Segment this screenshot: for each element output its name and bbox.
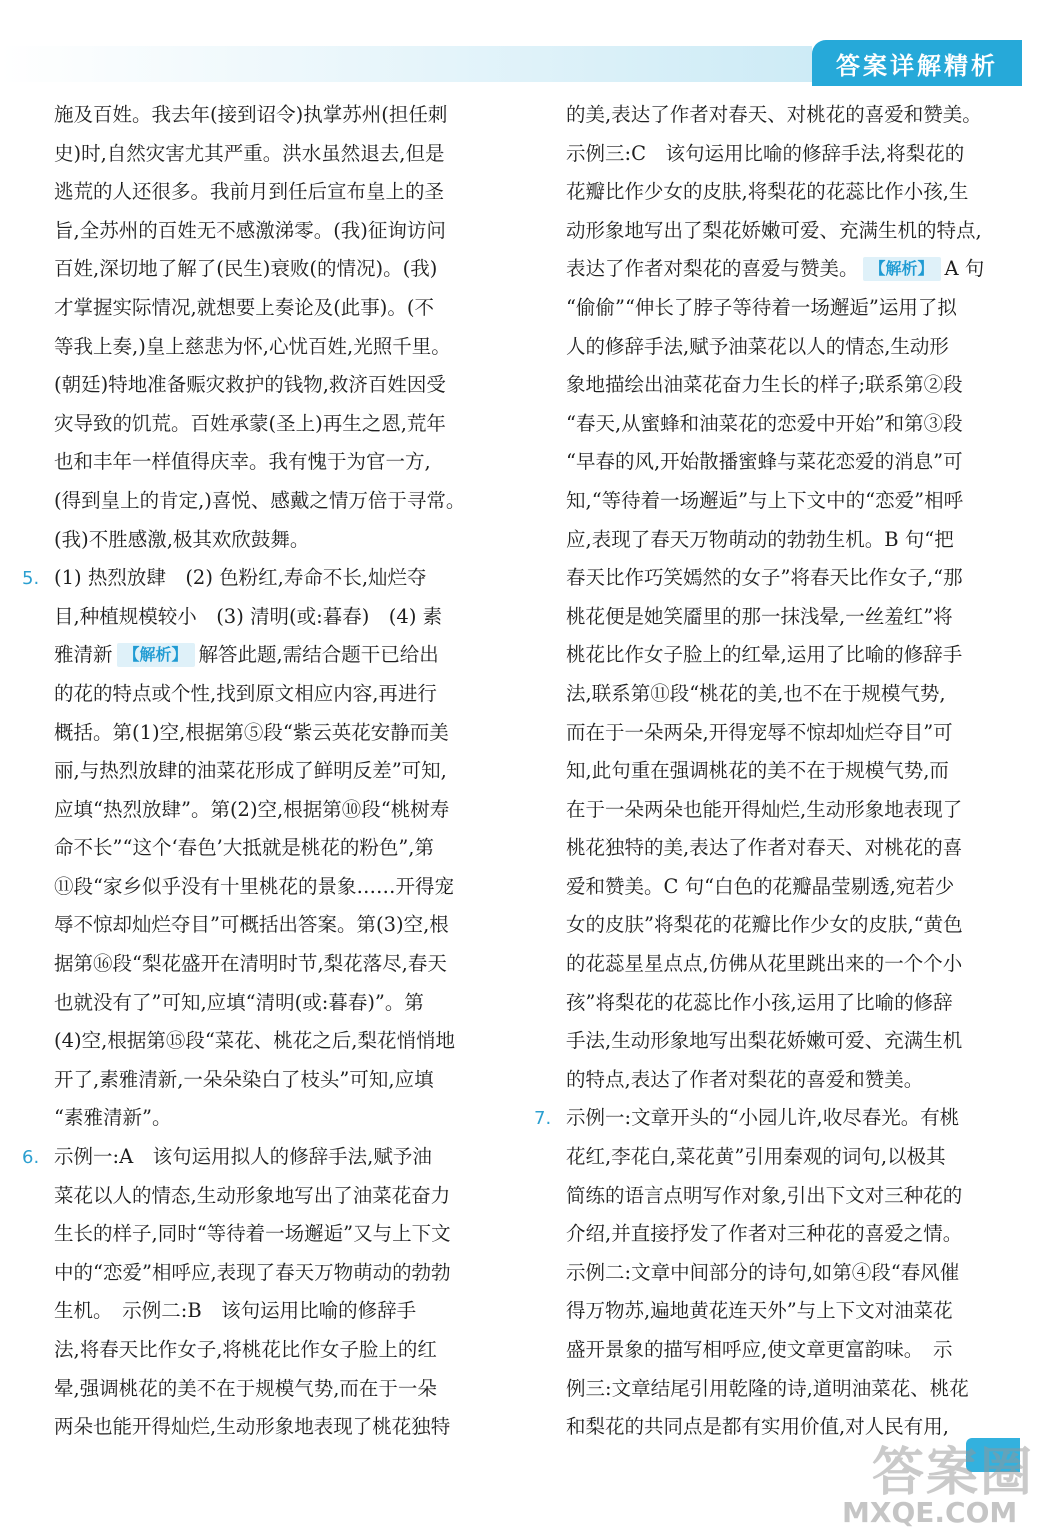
text-line (22, 829, 506, 868)
line-text: 桃花比作女子脸上的红晕,运用了比喻的修辞手 (566, 643, 963, 667)
line-text: 丽,与热烈放肆的油菜花形成了鲜明反差”可知, (54, 759, 447, 783)
text-line (534, 521, 1020, 560)
text-line (534, 984, 1020, 1023)
line-text: “春天,从蜜蜂和油菜花的恋爱中开始”和第③段 (566, 411, 963, 435)
line-text: 的花的特点或个性,找到原文相应内容,再进行 (54, 681, 437, 705)
question-number: 7. (534, 1108, 552, 1130)
text-line (22, 984, 506, 1023)
line-text: 才掌握实际情况,就想要上奏论及(此事)。(不 (54, 295, 435, 319)
line-text: (4)空,根据第⑮段“菜花、桃花之后,梨花悄悄地 (54, 1029, 455, 1053)
line-text: 示例二:文章中间部分的诗句,如第④段“春风催 (566, 1260, 960, 1284)
text-line (22, 714, 506, 753)
line-text: 的特点,表达了作者对梨花的喜爱和赞美。 (566, 1067, 924, 1091)
line-text: 辱不惊却灿烂夺目”可概括出答案。第(3)空,根 (54, 913, 449, 937)
text-line (534, 945, 1020, 984)
line-text: 桃花便是她笑靥里的那一抹浅晕,一丝羞红”将 (566, 604, 953, 628)
line-text: 逃荒的人还很多。我前月到任后宣布皇上的圣 (54, 180, 445, 204)
text-line (534, 1370, 1020, 1409)
line-text: 示例三:C 该句运用比喻的修辞手法,将梨花的 (566, 141, 965, 165)
line-text: 概括。第(1)空,根据第⑤段“紫云英花安静而美 (54, 720, 449, 744)
line-text: 百姓,深切地了解了(民生)衰败(的情况)。(我) (54, 257, 438, 281)
line-text: 春天比作巧笑嫣然的女子”将春天比作女子,“那 (566, 566, 963, 590)
text-line (22, 135, 506, 174)
text-line (22, 1215, 506, 1254)
line-text: 手法,生动形象地写出梨花娇嫩可爱、充满生机 (566, 1029, 963, 1053)
line-text: 法,将春天比作女子,将桃花比作女子脸上的红 (54, 1338, 437, 1361)
text-line (22, 1408, 506, 1447)
text-line (22, 675, 506, 714)
line-text: 例三:文章结尾引用乾隆的诗,道明油菜花、桃花 (566, 1376, 969, 1400)
text-line (534, 1061, 1020, 1100)
text-line (22, 482, 506, 521)
line-text: 等我上奏,)皇上慈悲为怀,心忧百姓,光照千里。 (54, 334, 451, 358)
line-text: 两朵也能开得灿烂,生动形象地表现了桃花独特 (54, 1415, 451, 1439)
line-text: 示例一:文章开头的“小园儿许,收尽春光。有桃 (566, 1106, 960, 1130)
line-text: 和梨花的共同点是都有实用价值,对人民有用, (566, 1415, 949, 1439)
text-line (22, 1099, 506, 1138)
line-text: (我)不胜感激,极其欢欣鼓舞。 (54, 527, 310, 551)
text-line (22, 1292, 506, 1331)
text-line (22, 250, 506, 289)
text-line (534, 1177, 1020, 1216)
line-text: 史)时,自然灾害尤其严重。洪水虽然退去,但是 (54, 141, 445, 165)
line-text: 的花蕊星星点点,仿佛从花里跳出来的一个个小 (566, 952, 963, 976)
line-text: ⑪段“家乡似乎没有十里桃花的景象……开得宠 (54, 874, 454, 898)
line-text: 应,表现了春天万物萌动的勃勃生机。B 句“把 (566, 527, 954, 551)
line-text: 中的“恋爱”相呼应,表现了春天万物萌动的勃勃 (54, 1260, 451, 1284)
line-text: 生机。 示例二:B 该句运用比喻的修辞手 (54, 1299, 417, 1323)
line-text: 盛开景象的描写相呼应,使文章更富韵味。 示 (566, 1338, 953, 1361)
text-line (534, 1254, 1020, 1293)
text-line (534, 328, 1020, 367)
line-text: 开了,素雅清新,一朵朵染白了枝头”可知,应填 (54, 1067, 434, 1091)
text-line (534, 1138, 1020, 1177)
line-text: 菜花以人的情态,生动形象地写出了油菜花奋力 (54, 1183, 451, 1207)
text-line (22, 1061, 506, 1100)
line-text: 介绍,并直接抒发了作者对三种花的喜爱之情。 (566, 1222, 963, 1246)
line-text: 爱和赞美。C 句“白色的花瓣晶莹剔透,宛若少 (566, 874, 955, 898)
text-line (534, 482, 1020, 521)
text-line (534, 1292, 1020, 1331)
line-text-after-label: 解答此题,需结合题干已给出 (198, 643, 439, 667)
line-text: 花红,李花白,菜花黄”引用秦观的词句,以极其 (566, 1145, 946, 1169)
line-text: 旨,全苏州的百姓无不感激涕零。(我)征询访问 (54, 218, 446, 242)
line-text: 示例一:A 该句运用拟人的修辞手法,赋予油 (54, 1145, 432, 1169)
text-line (22, 289, 506, 328)
line-text: 雅清新 (54, 643, 113, 667)
text-line (22, 791, 506, 830)
line-text: 表达了作者对梨花的喜爱与赞美。 (566, 257, 859, 281)
text-line (534, 868, 1020, 907)
line-text: 应填“热烈放肆”。第(2)空,根据第⑩段“桃树寿 (54, 797, 450, 821)
line-text: 的美,表达了作者对春天、对桃花的喜爱和赞美。 (566, 103, 982, 126)
text-line (22, 1370, 506, 1409)
text-line (534, 366, 1020, 405)
text-line (22, 598, 506, 637)
right-column (534, 96, 1020, 1447)
line-text: (得到皇上的肯定,)喜悦、感戴之情万倍于寻常。 (54, 488, 466, 512)
text-line (22, 405, 506, 444)
text-line (22, 173, 506, 212)
line-text: 据第⑯段“梨花盛开在清明时节,梨花落尽,春天 (54, 952, 447, 976)
text-line (534, 212, 1020, 251)
text-line (534, 1215, 1020, 1254)
text-line (534, 791, 1020, 830)
line-text: 知,“等待着一场邂逅”与上下文中的“恋爱”相呼 (566, 488, 964, 512)
line-text: 孩”将梨花的花蕊比作小孩,运用了比喻的修辞 (566, 990, 953, 1014)
text-line (534, 1022, 1020, 1061)
line-text: 象地描绘出油菜花奋力生长的样子;联系第②段 (566, 373, 963, 397)
line-text: “早春的风,开始散播蜜蜂与菜花恋爱的消息”可 (566, 450, 963, 474)
line-text: (朝廷)特地准备赈灾救护的钱物,救济百姓因受 (54, 373, 446, 397)
text-line (22, 945, 506, 984)
line-text: 命不长”“这个‘春色’大抵就是桃花的粉色”,第 (54, 836, 435, 860)
line-text: 法,联系第⑪段“桃花的美,也不在于规模气势, (566, 681, 946, 705)
line-text: 生长的样子,同时“等待着一场邂逅”又与上下文 (54, 1222, 451, 1246)
line-text-after-label: A 句 (944, 257, 985, 281)
line-text: 人的修辞手法,赋予油菜花以人的情态,生动形 (566, 334, 949, 358)
text-line (534, 714, 1020, 753)
line-text: 动形象地写出了梨花娇嫩可爱、充满生机的特点, (566, 218, 982, 242)
line-text: (1) 热烈放肆 (2) 色粉红,寿命不长,灿烂夺 (54, 566, 427, 590)
text-line (22, 96, 506, 135)
line-text: 晕,强调桃花的美不在于规模气势,而在于一朵 (54, 1376, 437, 1400)
line-text: “素雅清新”。 (54, 1106, 172, 1130)
line-text: 也和丰年一样值得庆幸。我有愧于为官一方, (54, 450, 431, 474)
text-line (534, 636, 1020, 675)
line-text: 施及百姓。我去年(接到诏令)执掌苏州(担任刺 (54, 103, 448, 126)
text-line (534, 559, 1020, 598)
text-line (22, 1022, 506, 1061)
header-strip (0, 46, 812, 82)
text-line (534, 443, 1020, 482)
text-line (534, 135, 1020, 174)
text-line (534, 96, 1020, 135)
text-line (22, 212, 506, 251)
line-text: 也就没有了”可知,应填“清明(或:暮春)”。第 (54, 990, 424, 1014)
text-line (534, 250, 1020, 289)
line-text: 桃花独特的美,表达了作者对春天、对桃花的喜 (566, 836, 963, 860)
line-text: 而在于一朵两朵,开得宠辱不惊却灿烂夺目”可 (566, 720, 953, 744)
line-text: 灾导致的饥荒。百姓承蒙(圣上)再生之恩,荒年 (54, 411, 446, 435)
text-line (22, 636, 506, 675)
text-line (22, 752, 506, 791)
text-line (534, 1099, 1020, 1138)
text-line (22, 1177, 506, 1216)
analysis-label: 【解析】 (117, 643, 195, 667)
text-line (22, 559, 506, 598)
text-line (22, 1138, 506, 1177)
text-line (534, 675, 1020, 714)
text-line (534, 173, 1020, 212)
text-line (534, 829, 1020, 868)
text-line (22, 1254, 506, 1293)
line-text: 在于一朵两朵也能开得灿烂,生动形象地表现了 (566, 797, 963, 821)
line-text: 知,此句重在强调桃花的美不在于规模气势,而 (566, 759, 949, 783)
text-line (534, 598, 1020, 637)
question-number: 6. (22, 1147, 40, 1169)
line-text: 简练的语言点明写作对象,引出下文对三种花的 (566, 1183, 963, 1207)
text-line (22, 1331, 506, 1370)
line-text: “偷偷”“伸长了脖子等待着一场邂逅”运用了拟 (566, 295, 957, 319)
line-text: 目,种植规模较小 (3) 清明(或:暮春) (4) 素 (54, 604, 443, 628)
text-line (22, 328, 506, 367)
text-line (22, 868, 506, 907)
line-text: 花瓣比作少女的皮肤,将梨花的花蕊比作小孩,生 (566, 180, 969, 204)
question-number: 5. (22, 568, 40, 590)
text-line (22, 443, 506, 482)
analysis-label: 【解析】 (863, 257, 941, 281)
text-line (534, 289, 1020, 328)
text-line (534, 405, 1020, 444)
line-text: 女的皮肤”将梨花的花瓣比作少女的皮肤,“黄色 (566, 913, 963, 937)
text-line (22, 906, 506, 945)
text-line (22, 366, 506, 405)
text-line (534, 1331, 1020, 1370)
text-line (22, 521, 506, 560)
watermark-url: MXQE.COM (842, 1496, 1018, 1529)
text-line (534, 752, 1020, 791)
left-column (22, 96, 506, 1447)
text-line (534, 906, 1020, 945)
line-text: 得万物苏,遍地黄花连天外”与上下文对油菜花 (566, 1299, 953, 1323)
watermark-logo: 答案圈 (872, 1443, 1035, 1503)
section-title-tab: 答案详解精析 (812, 40, 1022, 86)
